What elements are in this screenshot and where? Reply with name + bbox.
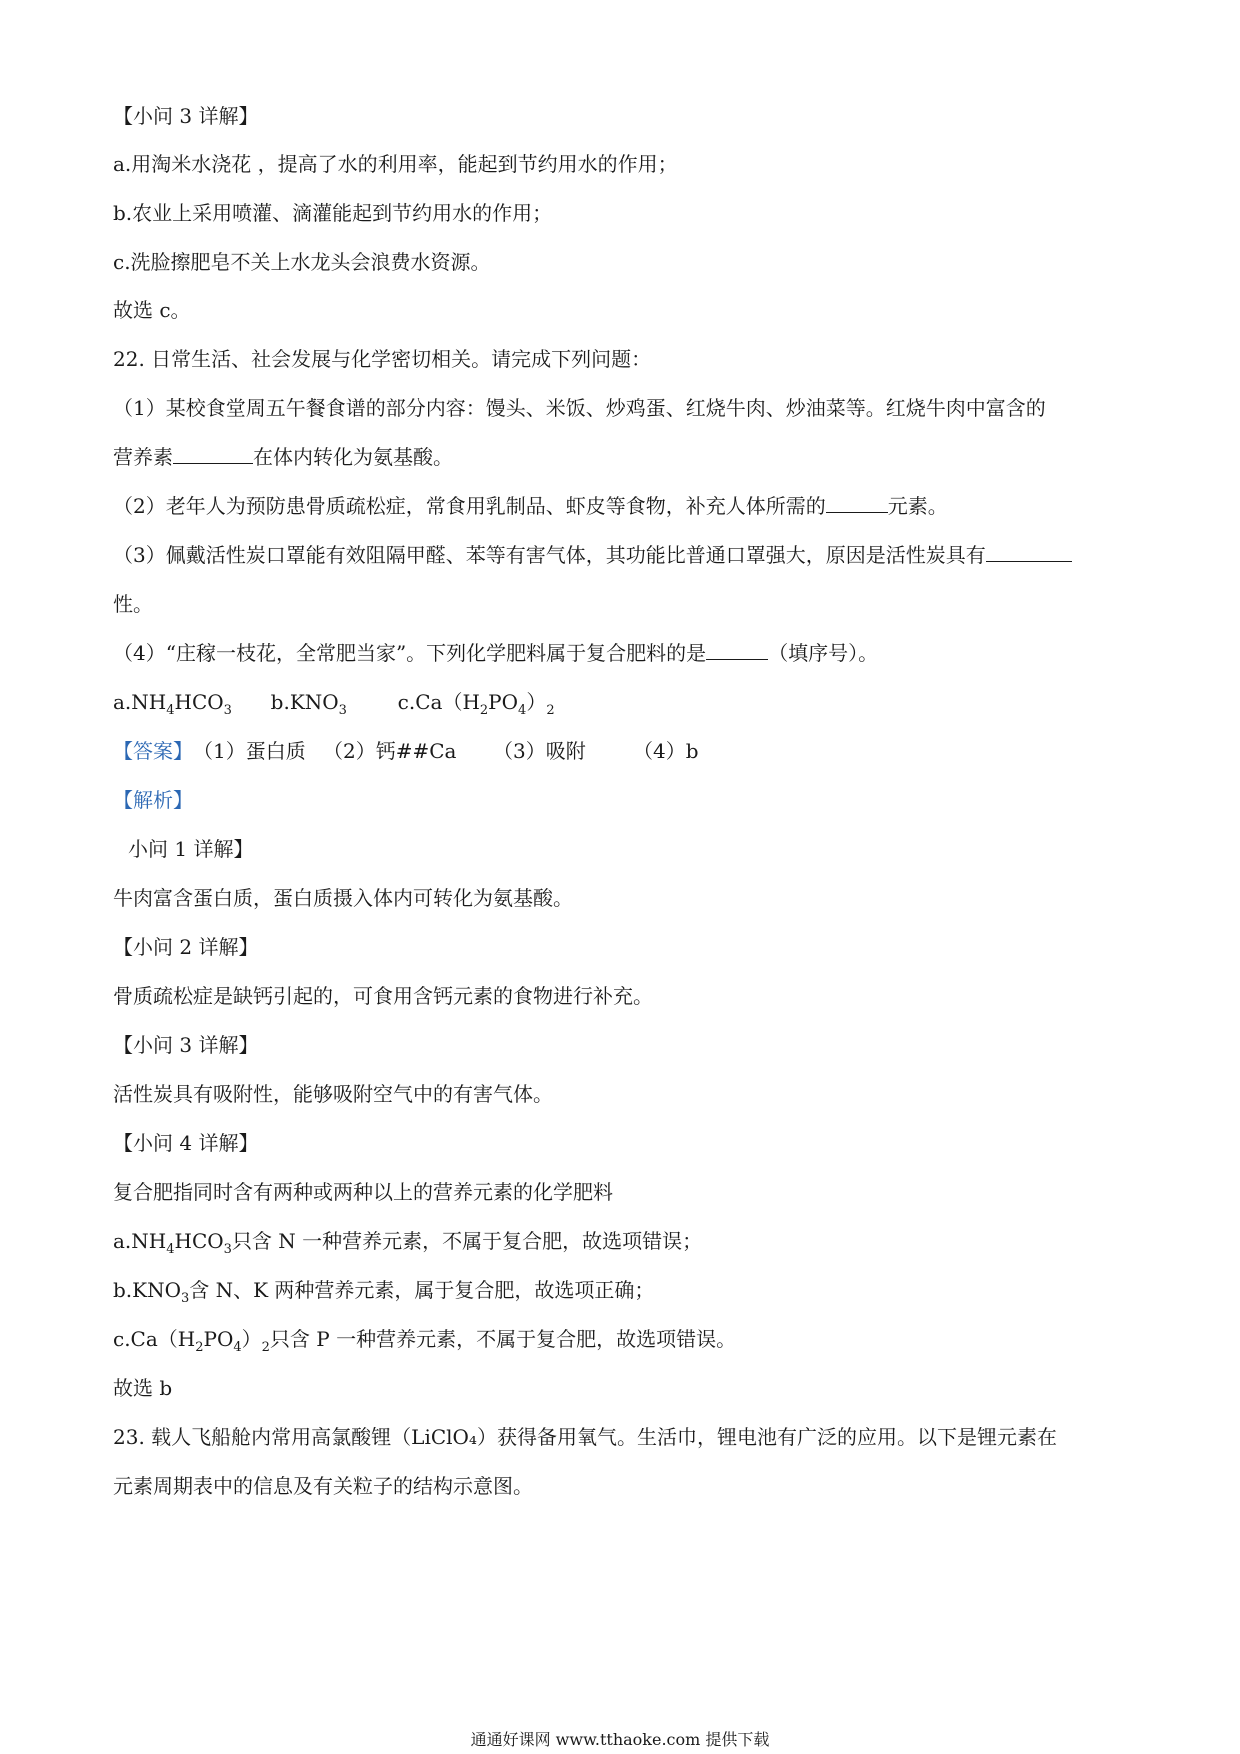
answer-3: （3）吸附 — [493, 739, 586, 763]
q22-part1-line1: （1）某校食堂周五午餐食谱的部分内容：馒头、米饭、炒鸡蛋、红烧牛肉、炒油菜等。红烧牛肉中富含的 — [113, 396, 1046, 420]
q21-line-a: a.用淘米水浇花 ，提高了水的利用率，能起到节约用水的作用； — [113, 152, 678, 176]
footer-watermark: 通通好课网 www.tthaoke.com 提供下载 — [470, 1730, 770, 1749]
q22-part1-post: 在体内转化为氨基酸。 — [253, 445, 453, 469]
answer-line — [113, 737, 699, 765]
q22-sub2-header: 【小问 2 详解】 — [113, 935, 259, 959]
answer-2: （2）钙##Ca — [323, 739, 457, 763]
q22-part4-pre: （4）“庄稼一枝花，全常肥当家”。下列化学肥料属于复合肥料的是 — [113, 641, 707, 665]
answer-blank-1[interactable] — [173, 445, 253, 464]
answer-1: （1）蛋白质 — [193, 739, 306, 763]
answer-blank-2[interactable] — [826, 494, 888, 513]
q22-part4 — [113, 639, 878, 667]
option-b: $b.KNO_3$ — [270, 690, 347, 718]
q22-stem: 22. 日常生活、社会发展与化学密切相关。请完成下列问题： — [113, 347, 652, 371]
q22-part3-pre: （3）佩戴活性炭口罩能有效阻隔甲醛、苯等有害气体，其功能比普通口罩强大，原因是活性炭具有 — [113, 543, 986, 567]
analysis-label: 【解析】 — [113, 788, 193, 812]
q21-line-c: c.洗脸擦肥皂不关上水龙头会浪费水资源。 — [113, 250, 491, 274]
q22-part2 — [113, 492, 948, 520]
q23-line1: 23. 载人飞船舱内常用高氯酸锂（LiClO₄）获得备用氧气。生活巾，锂电池有广泛的应用。以下是锂元素在 — [113, 1425, 1057, 1449]
q22-part1-pre: 营养素 — [113, 445, 173, 469]
q21-line-b: b.农业上采用喷灌、滴灌能起到节约用水的作用； — [113, 201, 553, 225]
q22-explain-b: $b.KNO_3$含 N、K 两种营养元素，属于复合肥，故选项正确； — [113, 1278, 655, 1306]
q22-part2-pre: （2）老年人为预防患骨质疏松症，常食用乳制品、虾皮等食物，补充人体所需的 — [113, 494, 826, 518]
option-a: $a.NH_4HCO_3$ — [113, 690, 232, 718]
q22-sub3-header: 【小问 3 详解】 — [113, 1033, 259, 1057]
answer-4: （4）b — [633, 739, 699, 763]
q22-sub4-text: 复合肥指同时含有两种或两种以上的营养元素的化学肥料 — [113, 1180, 613, 1204]
q22-sub2-text: 骨质疏松症是缺钙引起的，可食用含钙元素的食物进行补充。 — [113, 984, 653, 1008]
q22-explain-a: $a.NH_4HCO_3$只含 N 一种营养元素，不属于复合肥，故选项错误； — [113, 1229, 703, 1257]
q22-part2-post: 元素。 — [887, 494, 948, 518]
q21-sub3-header: 【小问 3 详解】 — [113, 104, 259, 128]
q22-part3 — [113, 541, 1072, 569]
option-c: $c.Ca(H_2PO_4)_2$ — [397, 690, 555, 718]
q22-options — [113, 688, 555, 716]
q21-choice: 故选 c。 — [113, 298, 191, 322]
answer-blank-4[interactable] — [706, 641, 768, 660]
q22-choice: 故选 b — [113, 1376, 173, 1400]
q22-explain-c: $c.Ca(H_2PO_4)_2$只含 P 一种营养元素，不属于复合肥，故选项错误。 — [113, 1327, 737, 1355]
q23-line2: 元素周期表中的信息及有关粒子的结构示意图。 — [113, 1474, 533, 1498]
q22-sub4-header: 【小问 4 详解】 — [113, 1131, 259, 1155]
answer-label: 【答案】 — [113, 739, 193, 763]
q22-part1-line2 — [113, 443, 453, 471]
answer-blank-3[interactable] — [986, 543, 1072, 562]
q22-sub1-header: 小问 1 详解】 — [128, 837, 254, 861]
q22-sub1-text: 牛肉富含蛋白质，蛋白质摄入体内可转化为氨基酸。 — [113, 886, 573, 910]
q22-sub3-text: 活性炭具有吸附性，能够吸附空气中的有害气体。 — [113, 1082, 553, 1106]
q22-part3-cont: 性。 — [113, 592, 153, 616]
q22-part4-post: （填序号）。 — [768, 641, 879, 665]
